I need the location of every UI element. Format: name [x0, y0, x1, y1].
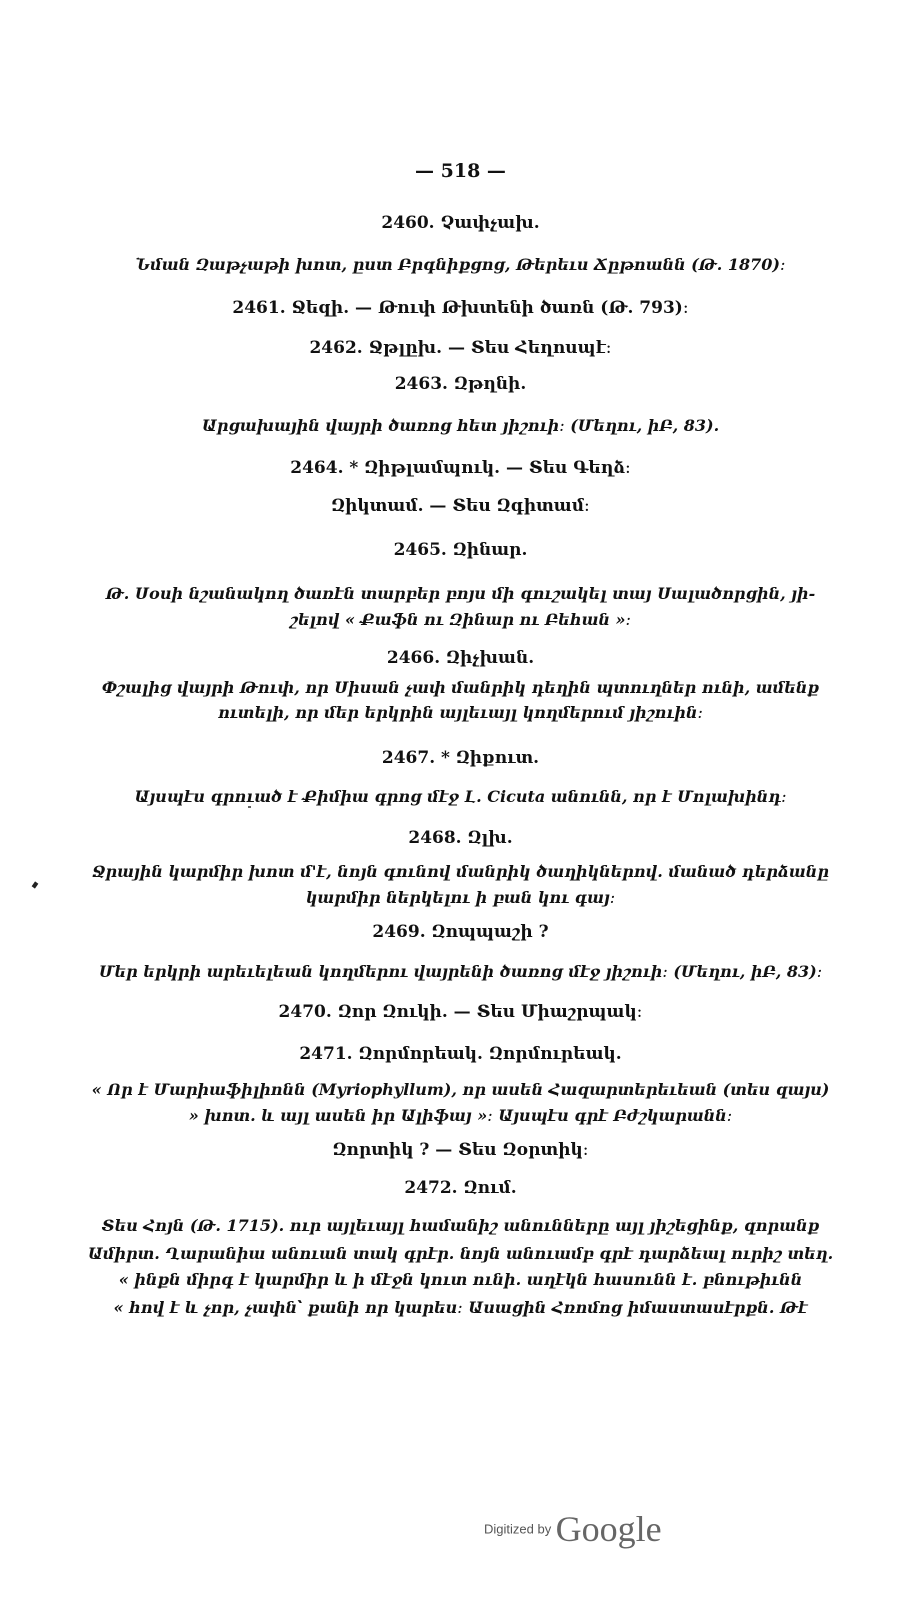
entry-body-line: Փշալից վայրի Թուփ, որ Սիսան չափ մանրիկ դեղին պտուղներ ունի, ամենք	[101, 678, 820, 697]
entry-body-line: » խոտ. և այլ ասեն իր Ալիֆայ »։ Այսպէս գրէ Բժշկարանն։	[188, 1106, 733, 1125]
entry-body-line: Թ. Սօսի նշանակող ծառէն տարբեր բոյս մի գուշակել տայ Սալածորցին, յի-	[105, 584, 816, 603]
entry-body-line: կարմիր ներկելու ի բան կու գայ։	[305, 888, 616, 907]
entry-body-line: « ինքն միրգ է կարմիր և ի մէջն կուտ ունի. աղէկն հասունն է. բնութիւնն	[118, 1270, 803, 1289]
stray-dot	[248, 806, 251, 808]
entry-heading: 2462. Ջթլըխ. — Տես Հեղոսպէ։	[309, 338, 612, 358]
entry-heading: 2472. Զում.	[404, 1178, 517, 1198]
entry-body-line: ուտելի, որ մեր երկրին այլեւայլ կողմերում յիշուին։	[218, 703, 703, 722]
entry-heading: 2464. * Զիթլամպուկ. — Տես Գեղձ։	[290, 458, 631, 478]
entry-body-line: « Որ է Մարիաֆիլիոնն (Myriophyllum), որ ասեն Հազարտերեւեան (տես զայս)	[91, 1080, 830, 1099]
entry-heading: 2470. Զոր Զուկի. — Տես Միաշրպակ։	[278, 1002, 643, 1022]
entry-heading: 2460. Չափչախ.	[381, 213, 540, 233]
entry-heading: Զիկտամ. — Տես Զգիտամ։	[331, 496, 590, 516]
entry-heading: 2465. Զինար.	[393, 540, 528, 560]
entry-body-line: Ամիրտ. Ղարանիա անուան տակ գրէր. նոյն անուամբ գրէ դարձեալ ուրիշ տեղ.	[87, 1244, 834, 1263]
entry-heading: 2469. Զոպպաշի ?	[372, 922, 549, 942]
entry-body-line: « հով է և չոր, չափն՝ քանի որ կարես։ Ասացին Հռոմոց իմաստասէրքն. Թէ	[113, 1298, 808, 1317]
entry-heading: 2468. Զլխ.	[408, 828, 513, 848]
google-logo: Google	[555, 1509, 662, 1549]
entry-body-line: շելով « Քաֆն ու Զինար ու Բեհան »։	[290, 610, 631, 629]
entry-heading: 2461. Ջեզի. — Թուփ Թխտենի ծառն (Թ. 793)։	[232, 298, 689, 318]
entry-body-line: Նման Զաթչաթի խոտ, ըստ Բրգնիքցոց, Թերեւս Ճըթոանն (Թ. 1870)։	[135, 255, 786, 274]
digitized-watermark	[484, 1508, 662, 1550]
entry-body-line: Տես Հոյն (Թ. 1715). ուր այլեւայլ համանիշ անունները այլ յիշեցինք, զորանք	[101, 1216, 820, 1235]
page-number: — 518 —	[415, 160, 506, 182]
entry-body-line: Մեր երկրի արեւելեան կողմերու վայրենի ծառոց մէջ յիշուի։ (Մեղու, իԲ, 83)։	[98, 962, 823, 981]
entry-body-line: Ջրային կարմիր խոտ մ'է, նոյն գունով մանրիկ ծաղիկներով. մանած դերձանը	[92, 862, 829, 881]
entry-heading: 2466. Զիչխան.	[386, 648, 535, 668]
entry-heading: 2463. Զթղնի.	[394, 374, 527, 394]
entry-body-line: Այսպէս գրուած է Քիմիա գրոց մէջ Լ. Cicuta անունն, որ է Մոլախինդ։	[134, 787, 787, 806]
entry-heading: 2467. * Զիքուտ.	[381, 748, 540, 768]
digitized-by-text: Digitized by	[484, 1521, 552, 1537]
entry-heading: Զորտիկ ? — Տես Զօրտիկ։	[332, 1140, 589, 1160]
entry-heading: 2471. Զորմորեակ. Զորմուրեակ.	[299, 1044, 622, 1064]
entry-body-line: Արցախային վայրի ծառոց հետ յիշուի։ (Մեղու, իԲ, 83).	[201, 416, 720, 435]
